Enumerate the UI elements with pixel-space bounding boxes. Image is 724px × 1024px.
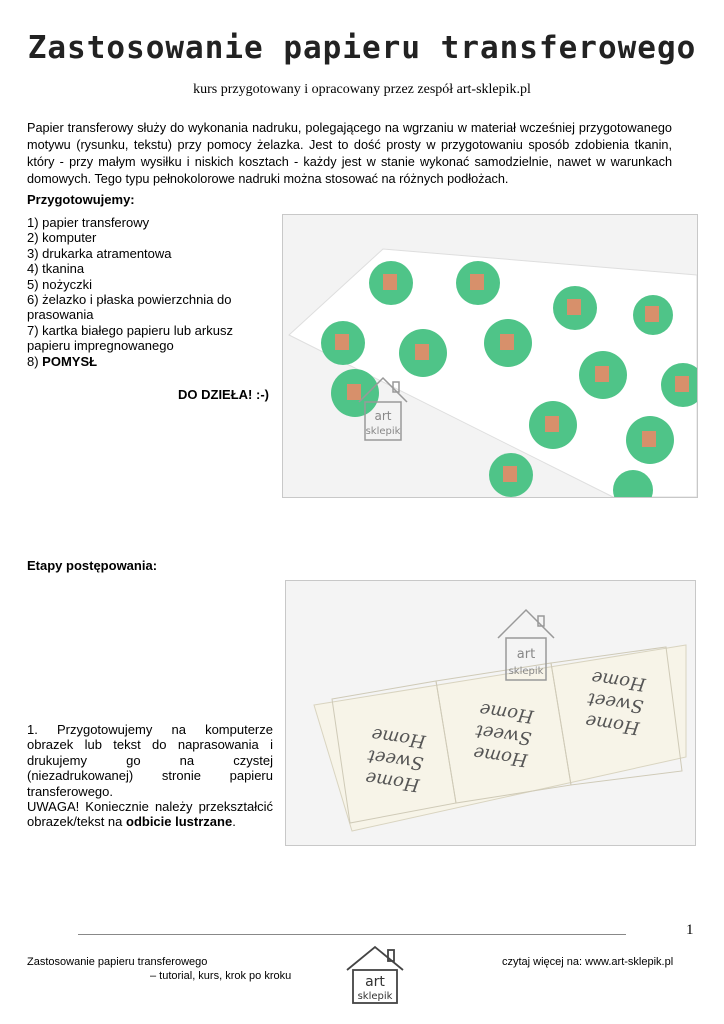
print-text: Home (590, 666, 647, 695)
call-to-action: DO DZIEŁA! :-) (178, 387, 269, 402)
list-item: 5) nożyczki (27, 276, 93, 292)
list-item: 6) żelazko i płaska powierzchnia do prasowania (27, 292, 232, 323)
warning-paragraph (27, 799, 273, 830)
logo-text-line1: art (374, 409, 392, 423)
print-text: Home (364, 767, 421, 796)
list-item: 7) kartka białego papieru lub arkusz papieru impregnowanego (27, 322, 233, 354)
logo-text-line2: sklepik (357, 991, 393, 1002)
list-item-bold: POMYSŁ (42, 353, 98, 369)
step-1-paragraph: 1. Przygotowujemy na komputerze obrazek lub tekst do naprasowania i drukujemy go na czystej (niezadrukowanej) stronie papieru transferowego. (27, 722, 273, 799)
logo-text-line2: sklepik (508, 666, 544, 677)
logo-text-line1: art (365, 974, 385, 990)
footer-left-line1: Zastosowanie papieru transferowego (27, 956, 208, 968)
list-item: 3) drukarka atramentowa (27, 245, 172, 261)
warning-bold: odbicie lustrzane (126, 814, 233, 830)
print-text: Sweet (474, 720, 533, 749)
footer-left-line2: – tutorial, kurs, krok po kroku (150, 970, 292, 982)
page-title: Zastosowanie papieru transferowego (27, 30, 697, 66)
photo-transfer-sheet (282, 214, 698, 498)
list-item: 1) papier transferowy (27, 215, 150, 230)
footer-logo (344, 944, 406, 1006)
print-text: Home (370, 723, 427, 752)
page-subtitle: kurs przygotowany i opracowany przez zespół art-sklepik.pl (193, 82, 531, 97)
list-item: 4) tkanina (27, 261, 85, 277)
footer-divider (78, 934, 626, 935)
print-text: Sweet (586, 688, 645, 717)
warning-end: . (232, 814, 236, 830)
photo-printed-sheet (285, 580, 696, 846)
list-item (27, 354, 277, 369)
steps-heading: Etapy postępowania: (27, 558, 158, 573)
intro-paragraph: Papier transferowy służy do wykonania nadruku, polegającego na wgrzaniu w materiał wcześniej przygotowanego motywu (rysunku, tekstu) przy pomocy żelazka. Jest to dość prosty w przygotowaniu sposób zdobienia tkanin, który - przy małym wysiłku i niskich kosztach - każdy jest w stanie wykonać samodzielnie, nawet w warunkach domowych. Tego typu pełnokolorowe nadruki można stosować na różnych podłożach. (27, 121, 672, 186)
list-item: 2) komputer (27, 230, 97, 246)
page-number: 1 (686, 922, 694, 938)
printed-sheet-illustration (286, 581, 695, 845)
logo-text-line2: sklepik (365, 426, 401, 437)
warning-text: UWAGA! Koniecznie należy przekształcić obrazek/tekst na (27, 799, 273, 830)
print-text: Sweet (366, 745, 425, 774)
footer-logo-icon (344, 944, 406, 1006)
footer-link[interactable]: czytaj więcej na: www.art-sklepik.pl (502, 956, 674, 968)
print-text: Home (472, 742, 529, 771)
print-text: Home (584, 710, 641, 739)
logo-text-line1: art (516, 647, 536, 662)
print-text: Home (478, 698, 535, 727)
step-1-text (27, 722, 273, 830)
transfer-sheet-illustration (283, 215, 697, 497)
supplies-list (27, 215, 277, 369)
prep-heading: Przygotowujemy: (27, 192, 135, 207)
list-item-prefix: 8) (27, 353, 43, 369)
